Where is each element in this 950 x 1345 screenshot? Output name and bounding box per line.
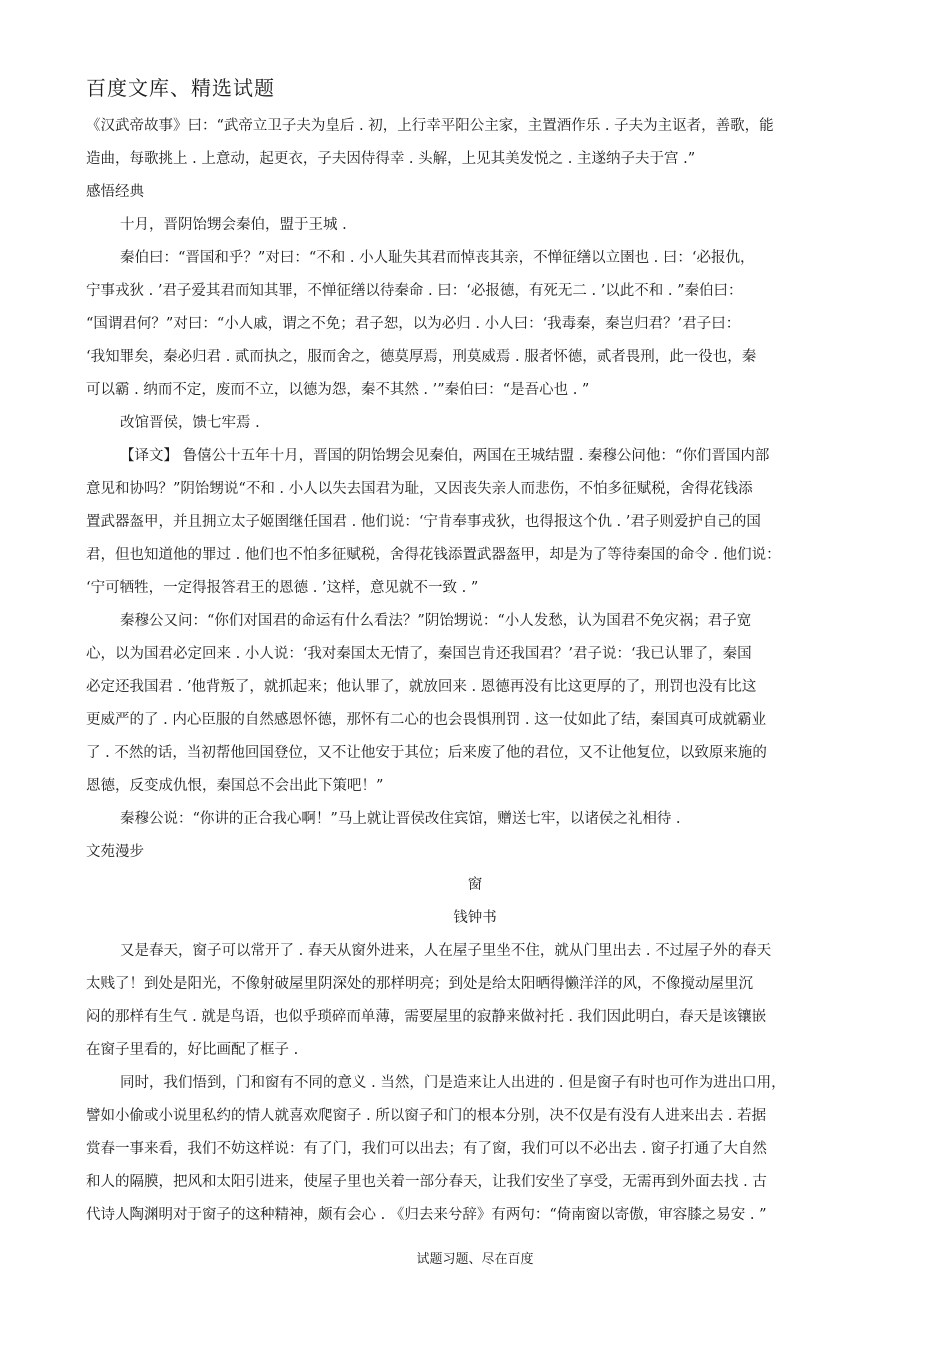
text-line: 可以霸 . 纳而不定，废而不立，以德为怨，秦不其然 . ’”秦伯曰：“是吾心也 . ” bbox=[86, 382, 590, 398]
translation-line: 君，但也知道他的罪过 . 他们也不怕多征赋税，舍得花钱添置武器盔甲，却是为了等待秦国的命令 . 他们说： bbox=[86, 547, 781, 563]
text-line: ‘我知罪矣，秦必归君 . 贰而执之，服而舍之，德莫厚焉，刑莫威焉 . 服者怀德，贰者畏刑，此一役也，秦 bbox=[86, 349, 757, 365]
page-footer: 试题习题、尽在百度 bbox=[416, 1252, 534, 1267]
article-line: 同时，我们悟到，门和窗有不同的意义 . 当然，门是造来让人出进的 . 但是窗子有时也可作为进出口用， bbox=[120, 1075, 786, 1091]
article-line: 代诗人陶渊明对于窗子的这种精神，颇有会心 . 《归去来兮辞》有两句：“倚南窗以寄傲，审容膝之易安 . ” bbox=[86, 1207, 767, 1223]
article-line: 赏春一事来看，我们不妨这样说：有了门，我们可以出去；有了窗，我们可以不必出去 . 窗子打通了大自然 bbox=[86, 1141, 767, 1157]
article-line: 闷的那样有生气 . 就是鸟语，也似乎琐碎而单薄，需要屋里的寂静来做衬托 . 我们因此明白，春天是该镶嵌 bbox=[86, 1009, 767, 1025]
text-line: 秦伯曰：“晋国和乎？”对曰：“不和 . 小人耻失其君而悼丧其亲，不惮征缮以立圉也 . 曰：‘必报仇， bbox=[120, 250, 755, 266]
translation-line: 【译文】 鲁僖公十五年十月，晋国的阴饴甥会见秦伯，两国在王城结盟 . 秦穆公问他：“你们晋国内部 bbox=[120, 448, 770, 464]
article-line: 在窗子里看的，好比画配了框子 . bbox=[86, 1042, 299, 1058]
article-author: 钱钟书 bbox=[453, 910, 497, 926]
article-line: 又是春天，窗子可以常开了 . 春天从窗外进来，人在屋子里坐不住，就从门里出去 . 不过屋子外的春天 bbox=[120, 943, 772, 959]
article-line: 譬如小偷或小说里私约的情人就喜欢爬窗子 . 所以窗子和门的根本分别，决不仅是有没有人进来出去 . 若据 bbox=[86, 1108, 767, 1124]
article-line: 太贱了！到处是阳光，不像射破屋里阴深处的那样明亮；到处是给太阳晒得懒洋洋的风，不像搅动屋里沉 bbox=[86, 976, 753, 992]
text-line: 《汉武帝故事》曰：“武帝立卫子夫为皇后 . 初，上行幸平阳公主家，主置酒作乐 . 子夫为主讴者，善歌，能 bbox=[86, 118, 774, 134]
translation-line: 秦穆公又问：“你们对国君的命运有什么看法？”阴饴甥说：“小人发愁，认为国君不免灾祸；君子宽 bbox=[120, 613, 752, 629]
translation-line: 了 . 不然的话，当初帮他回国登位，又不让他安于其位；后来废了他的君位，又不让他复位，以致原来施的 bbox=[86, 745, 767, 761]
text-line: 改馆晋侯，馈七牢焉 . bbox=[120, 415, 260, 431]
page-header: 百度文库、精选试题 bbox=[86, 76, 275, 100]
article-title: 窗 bbox=[467, 877, 483, 893]
text-line: 造曲，每歌挑上 . 上意动，起更衣，子夫因侍得幸 . 头解，上见其美发悦之 . 主遂纳子夫于宫 .” bbox=[86, 151, 696, 167]
translation-line: 心，以为国君必定回来 . 小人说：‘我对秦国太无情了，秦国岂肯还我国君？’君子说：‘我已认罪了，秦国 bbox=[86, 646, 752, 662]
translation-line: 恩德，反变成仇恨，秦国总不会出此下策吧！” bbox=[86, 778, 384, 794]
section-heading: 文苑漫步 bbox=[86, 844, 144, 860]
text-line: 十月，晋阴饴甥会秦伯，盟于王城 . bbox=[120, 217, 347, 233]
article-line: 和人的隔膜，把风和太阳引进来，使屋子里也关着一部分春天，让我们安坐了享受，无需再到外面去找 . 古 bbox=[86, 1174, 767, 1190]
section-heading: 感悟经典 bbox=[86, 184, 144, 200]
translation-line: 更威严的了 . 内心臣服的自然感恩怀德，那怀有二心的也会畏惧刑罚 . 这一仗如此了结，秦国真可成就霸业 bbox=[86, 712, 767, 728]
translation-line: 秦穆公说：“你讲的正合我心啊！”马上就让晋侯改住宾馆，赠送七牢，以诸侯之礼相待 . bbox=[120, 811, 681, 827]
translation-line: 意见和协吗？”阴饴甥说“不和 . 小人以失去国君为耻，又因丧失亲人而悲伤，不怕多征赋税，舍得花钱添 bbox=[86, 481, 753, 497]
text-line: 宁事戎狄 . ’君子爱其君而知其罪，不惮征缮以待秦命 . 曰：‘必报德，有死无二 . ’以此不和 . ”秦伯曰： bbox=[86, 283, 743, 299]
translation-line: ‘宁可牺牲，一定得报答君王的恩德 . ’这样，意见就不一致 . ” bbox=[86, 580, 479, 596]
text-line: “国谓君何？”对曰：“小人戚，谓之不免；君子恕，以为必归 . 小人曰：‘我毒秦，秦岂归君？’君子曰： bbox=[86, 316, 741, 332]
translation-line: 必定还我国君 . ’他背叛了，就抓起来；他认罪了，就放回来 . 恩德再没有比这更厚的了，刑罚也没有比这 bbox=[86, 679, 757, 695]
translation-line: 置武器盔甲，并且拥立太子姬圉继任国君 . 他们说：‘宁肯奉事戎狄，也得报这个仇 . ’君子则爱护自己的国 bbox=[86, 514, 761, 530]
